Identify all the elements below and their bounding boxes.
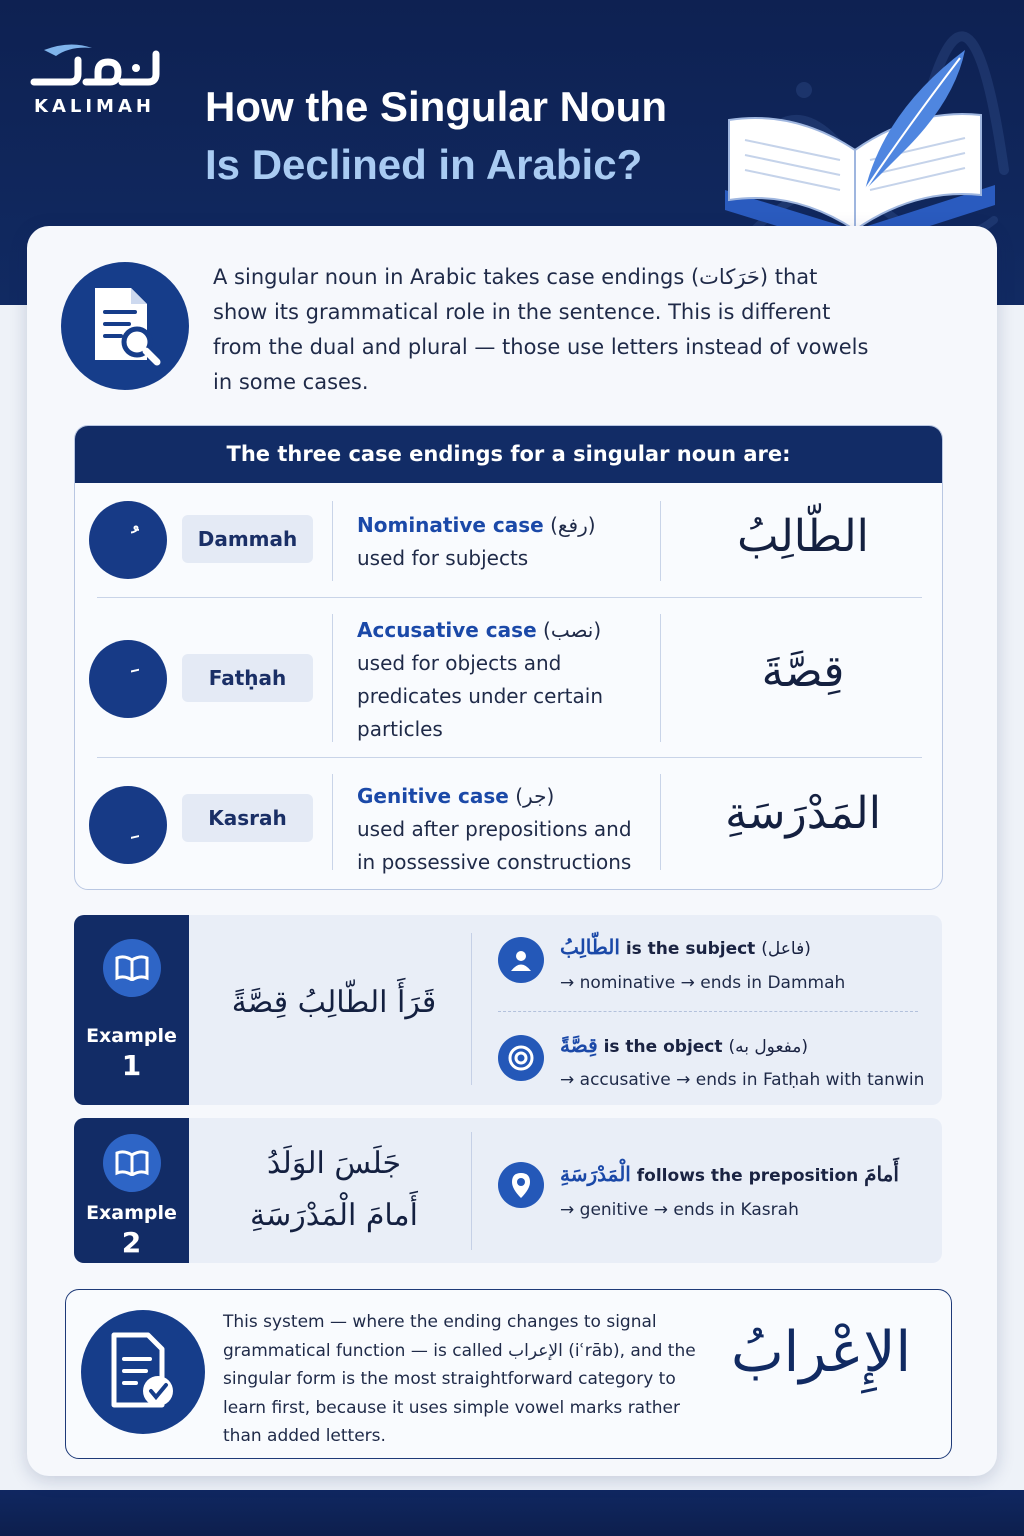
column-divider [332, 774, 333, 870]
note-word: الْمَدْرَسَةِ [560, 1162, 631, 1186]
note-title-text: follows the preposition [636, 1166, 859, 1186]
note-sub: → accusative → ends in Fatḥah with tanwin [560, 1070, 925, 1090]
note-paren: (فاعل) [761, 939, 811, 959]
case-example-word: قِصَّةَ [761, 646, 845, 697]
open-book-icon [103, 939, 161, 997]
example-notes [498, 915, 938, 1105]
kalimah-logo[interactable] [30, 38, 170, 118]
case-arabic-label: (جر) [515, 784, 555, 808]
title-line-2: Is Declined in Arabic? [205, 141, 643, 188]
open-book-icon [103, 1134, 161, 1192]
fathah-mark-icon [89, 640, 167, 718]
footer-band [0, 1490, 1024, 1536]
case-usage: used for subjects [357, 546, 529, 570]
vowel-label: Fatḥah [182, 654, 313, 702]
case-row-nominative [75, 483, 943, 598]
summary-box [65, 1289, 952, 1459]
kasrah-mark-icon [89, 786, 167, 864]
user-icon [498, 937, 544, 983]
brand-name: KALIMAH [34, 96, 155, 117]
sentence-line: أَمامَ الْمَدْرَسَةِ [250, 1198, 418, 1233]
case-example-word: الطّالِبُ [737, 511, 869, 562]
document-search-icon [61, 262, 189, 390]
column-divider [332, 501, 333, 581]
case-description [357, 509, 647, 575]
case-name: Genitive case [357, 784, 509, 808]
book-and-quill-illustration [715, 40, 1005, 255]
case-name: Nominative case [357, 513, 544, 537]
case-usage: used for objects and predicates under certain particles [357, 651, 603, 741]
case-usage: used after prepositions and in possessive constructions [357, 817, 632, 874]
example-label: Example [86, 1025, 177, 1047]
page-title [205, 78, 725, 194]
document-check-icon [81, 1310, 205, 1434]
summary-text: This system — where the ending changes to signal grammatical function — is called الإعراب (iʿrāb), and the singular form is the most straightforward category to learn first, because it uses simple vowel marks rather than added letters. [223, 1312, 696, 1446]
example-label: Example [86, 1202, 177, 1224]
note-word: الطّالِبُ [560, 935, 620, 959]
case-arabic-label: (رفع) [550, 513, 596, 537]
note-word: قِصَّةً [560, 1033, 598, 1057]
note-sub: → nominative → ends in Dammah [560, 973, 846, 993]
target-icon [498, 1035, 544, 1081]
case-arabic-label: (نصب) [543, 618, 602, 642]
case-description [357, 780, 647, 879]
example-side-panel [74, 1118, 189, 1263]
case-name: Accusative case [357, 618, 537, 642]
example-sentence [194, 1138, 474, 1242]
case-row-genitive [75, 758, 943, 890]
sentence-line: قَرَأَ الطّالِبُ قِصَّةً [231, 985, 437, 1020]
example-notes [498, 1118, 938, 1263]
note-title-text: is the subject [625, 939, 756, 959]
column-divider [660, 614, 661, 742]
case-description [357, 614, 647, 746]
case-endings-table [74, 425, 943, 890]
title-line-1: How the Singular Noun [205, 83, 667, 130]
note-paren: (مفعول به) [728, 1037, 809, 1057]
case-table-header: The three case endings for a singular noun are: [75, 426, 942, 483]
example-number: 1 [121, 1049, 142, 1082]
example-side-panel [74, 915, 189, 1105]
note-paren: أَمامَ [864, 1162, 899, 1186]
kalimah-logo-mark [30, 38, 160, 90]
note-sub: → genitive → ends in Kasrah [560, 1200, 799, 1220]
case-example-word: المَدْرَسَةِ [725, 788, 881, 839]
vowel-label: Kasrah [182, 794, 313, 842]
location-pin-icon [498, 1162, 544, 1208]
note-title [560, 935, 811, 959]
example-number: 2 [121, 1226, 142, 1259]
sentence-line: جَلَسَ الوَلَدُ [266, 1146, 402, 1181]
example-sentence [194, 977, 474, 1029]
note-title-text: is the object [603, 1037, 723, 1057]
dashed-divider [498, 1011, 918, 1012]
dammah-mark-icon [89, 501, 167, 579]
example-divider [471, 933, 472, 1085]
example-card-1 [74, 915, 942, 1105]
column-divider [332, 614, 333, 742]
intro-paragraph: A singular noun in Arabic takes case endings (حَرَكات) that show its grammatical role in the sentence. This is different from the dual and plural — those use letters instead of vowels in some cases. [213, 265, 869, 394]
example-divider [471, 1132, 472, 1250]
case-row-accusative [75, 598, 943, 758]
example-card-2 [74, 1118, 942, 1263]
column-divider [660, 501, 661, 581]
column-divider [660, 774, 661, 870]
note-title [560, 1162, 899, 1186]
vowel-label: Dammah [182, 515, 313, 563]
note-title [560, 1033, 808, 1057]
summary-arabic-term: الإِعْرابُ [730, 1320, 912, 1385]
